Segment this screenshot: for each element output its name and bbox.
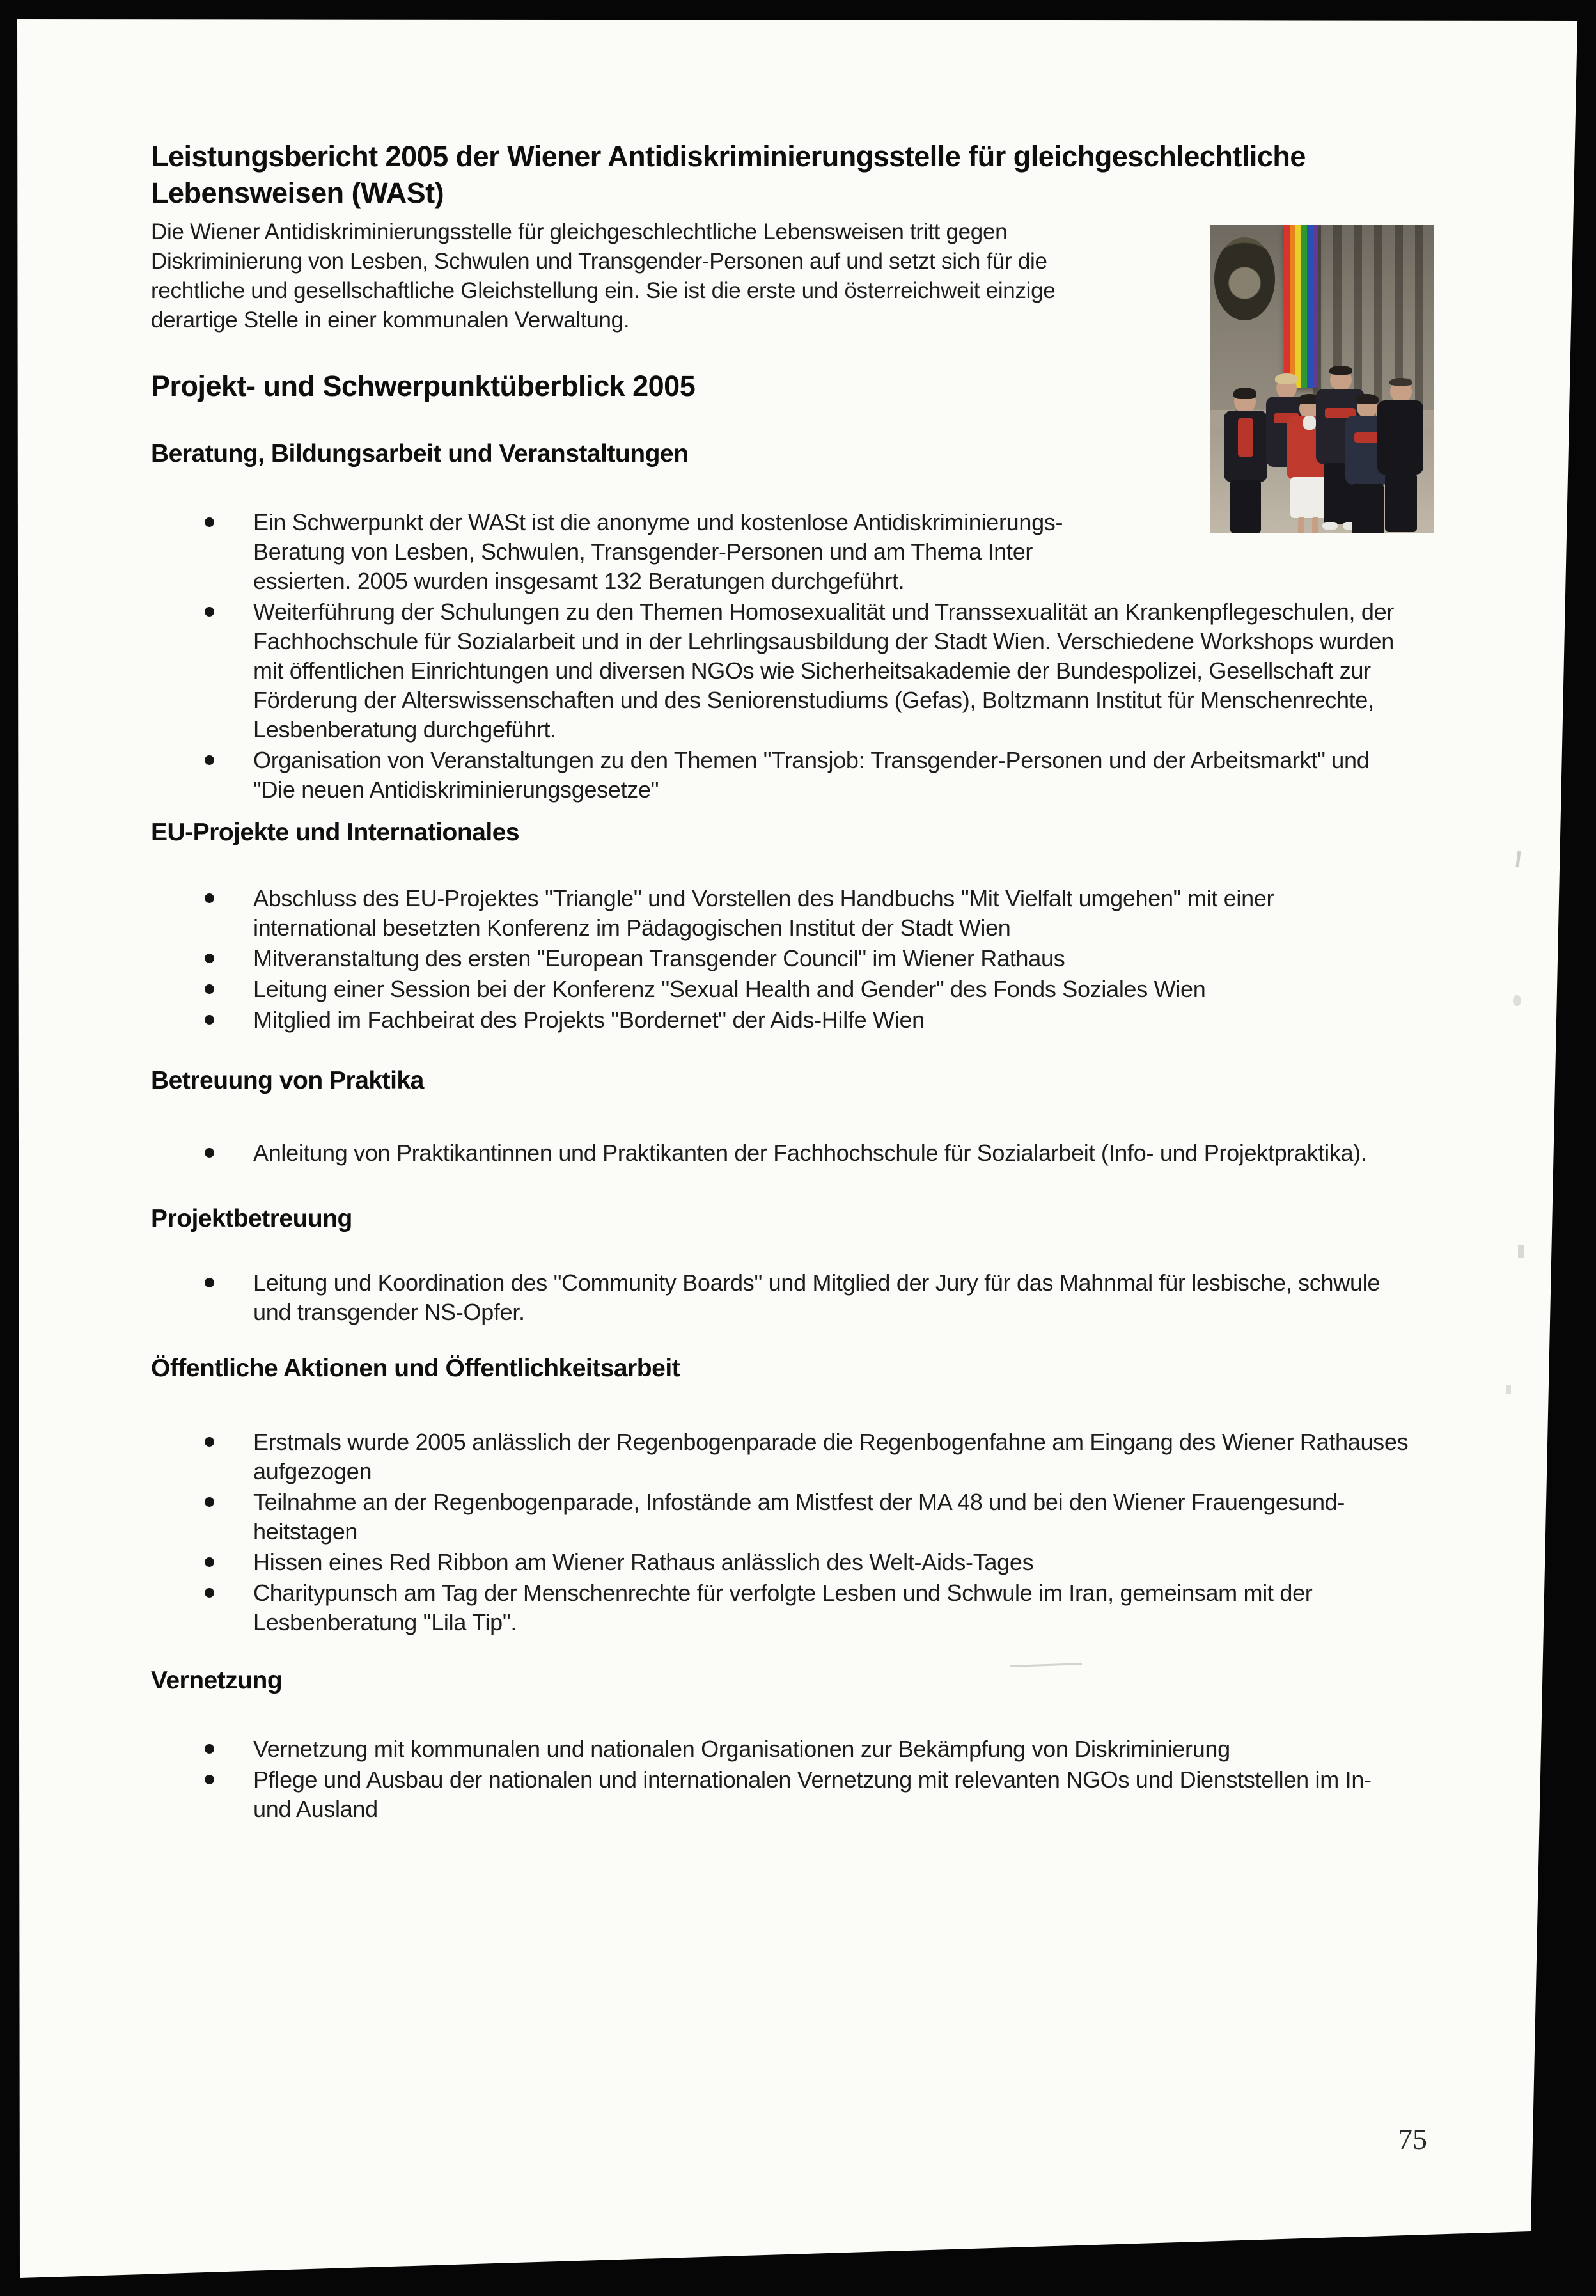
bullet-line: Weiterführung der Schulungen zu den Themen Homosexualität und Transsexualität an Krankenpflegeschulen, der: [253, 599, 1395, 625]
bullet-item: [151, 1765, 1519, 1824]
bullet-list-eu-projekte: [151, 884, 1519, 1035]
section-praktika: [151, 1067, 1519, 1169]
section-projektbetreuung: [151, 1205, 1519, 1328]
bullet-item: [151, 1548, 1519, 1577]
bullet-list-oeffentlichkeit: [151, 1427, 1519, 1637]
document-title-line: Leistungsbericht 2005 der Wiener Antidiskriminierungsstelle für gleichgeschlechtliche: [151, 140, 1306, 173]
section-beratung: [151, 440, 1519, 806]
bullet-item: [151, 1268, 1519, 1327]
bullet-item: [151, 1734, 1519, 1764]
bullet-line: heitstagen: [253, 1518, 358, 1545]
bullet-item: [151, 884, 1519, 943]
bullet-item: [151, 597, 1519, 744]
scan-artifact: [1506, 1385, 1511, 1394]
bullet-line: Teilnahme an der Regenbogenparade, Infostände am Mistfest der MA 48 und bei den Wiener Frauengesund-: [253, 1489, 1345, 1515]
bullet-line: Förderung der Alterswissenschaften und des Seniorenstudiums (Gefas), Boltzmann Institut für Menschenrechte,: [253, 687, 1374, 713]
section-heading-projektbetreuung: Projektbetreuung: [151, 1205, 352, 1232]
bullet-list-praktika: [151, 1138, 1519, 1168]
bullet-item: [151, 508, 1519, 596]
bullet-line: mit öffentlichen Einrichtungen und diversen NGOs wie Sicherheitsakademie der Bundespolizei, Gesellschaft zur: [253, 657, 1371, 684]
bullet-line: Leitung einer Session bei der Konferenz "Sexual Health and Gender" des Fonds Soziales Wien: [253, 976, 1206, 1002]
section-eu-projekte: [151, 819, 1519, 1036]
bullet-line: Lesbenberatung durchgeführt.: [253, 716, 556, 743]
bullet-line: Erstmals wurde 2005 anlässlich der Regenbogenparade die Regenbogenfahne am Eingang des Wiener Rathauses: [253, 1429, 1409, 1455]
bullet-line: essierten. 2005 wurden insgesamt 132 Beratungen durchgeführt.: [253, 568, 905, 594]
document-title-line: Lebensweisen (WASt): [151, 177, 444, 210]
bullet-item: [151, 746, 1519, 805]
bullet-line: "Die neuen Antidiskriminierungsgesetze": [253, 776, 659, 803]
bullet-item: [151, 1005, 1519, 1035]
bullet-line: Fachhochschule für Sozialarbeit und in der Lehrlingsausbildung der Stadt Wien. Verschiedene Workshops wurden: [253, 628, 1395, 654]
section-oeffentlichkeit: [151, 1355, 1519, 1639]
bullet-list-projektbetreuung: [151, 1268, 1519, 1327]
bullet-item: [151, 944, 1519, 973]
intro-paragraph: [151, 217, 1055, 335]
section-heading-overview: Projekt- und Schwerpunktüberblick 2005: [151, 370, 696, 402]
bullet-item: [151, 1488, 1519, 1546]
section-heading-vernetzung: Vernetzung: [151, 1667, 283, 1694]
bullet-line: Hissen eines Red Ribbon am Wiener Rathaus anlässlich des Welt-Aids-Tages: [253, 1549, 1034, 1575]
section-overview: [151, 370, 1519, 403]
bullet-line: Beratung von Lesben, Schwulen, Transgender-Personen und am Thema Inter: [253, 539, 1033, 565]
bullet-line: Charitypunsch am Tag der Menschenrechte für verfolgte Lesben und Schwule im Iran, gemeinsam mit der: [253, 1580, 1313, 1606]
section-heading-praktika: Betreuung von Praktika: [151, 1067, 424, 1094]
bullet-line: Pflege und Ausbau der nationalen und internationalen Vernetzung mit relevanten NGOs und Dienststellen im In-: [253, 1766, 1372, 1793]
document-title: [151, 138, 1306, 211]
bullet-line: Lesbenberatung "Lila Tip".: [253, 1609, 517, 1635]
bullet-item: [151, 1138, 1519, 1168]
intro-line: Die Wiener Antidiskriminierungsstelle für gleichgeschlechtliche Lebensweisen tritt gegen: [151, 219, 1008, 244]
section-heading-oeffentlichkeit: Öffentliche Aktionen und Öffentlichkeitsarbeit: [151, 1355, 680, 1382]
bullet-line: Abschluss des EU-Projektes "Triangle" und Vorstellen des Handbuchs "Mit Vielfalt umgehen" mit einer: [253, 885, 1274, 911]
bullet-line: Organisation von Veranstaltungen zu den Themen "Transjob: Transgender-Personen und der Arbeitsmarkt" und: [253, 747, 1370, 773]
bullet-line: und Ausland: [253, 1796, 378, 1822]
bullet-line: Mitveranstaltung des ersten "European Transgender Council" im Wiener Rathaus: [253, 945, 1065, 971]
section-heading-eu-projekte: EU-Projekte und Internationales: [151, 819, 520, 846]
bullet-list-beratung: [151, 508, 1519, 805]
photo-building-arch: [1214, 237, 1275, 320]
intro-line: rechtliche und gesellschaftliche Gleichstellung ein. Sie ist die erste und österreichweit einzige: [151, 278, 1056, 303]
intro-line: Diskriminierung von Lesben, Schwulen und Transgender-Personen auf und setzt sich für die: [151, 249, 1047, 274]
bullet-line: Anleitung von Praktikantinnen und Praktikanten der Fachhochschule für Sozialarbeit (Info- und Projektpraktika).: [253, 1140, 1367, 1166]
bullet-list-vernetzung: [151, 1734, 1519, 1824]
section-heading-beratung: Beratung, Bildungsarbeit und Veranstaltungen: [151, 440, 689, 468]
page-number: 75: [1398, 2123, 1427, 2155]
scan-artifact: [1518, 1245, 1524, 1258]
bullet-line: Vernetzung mit kommunalen und nationalen Organisationen zur Bekämpfung von Diskriminierung: [253, 1736, 1230, 1762]
bullet-line: aufgezogen: [253, 1458, 372, 1484]
rainbow-flag: [1284, 225, 1318, 388]
bullet-line: Mitglied im Fachbeirat des Projekts "Bordernet" der Aids-Hilfe Wien: [253, 1007, 925, 1033]
section-vernetzung: [151, 1667, 1519, 1825]
intro-line: derartige Stelle in einer kommunalen Verwaltung.: [151, 308, 630, 333]
bullet-line: und transgender NS-Opfer.: [253, 1299, 525, 1325]
bullet-line: Leitung und Koordination des "Community Boards" und Mitglied der Jury für das Mahnmal für lesbische, schwule: [253, 1270, 1381, 1296]
bullet-item: [151, 975, 1519, 1004]
bullet-line: international besetzten Konferenz im Pädagogischen Institut der Stadt Wien: [253, 915, 1011, 941]
bullet-item: [151, 1427, 1519, 1486]
scan-artifact: [1513, 995, 1521, 1006]
bullet-line: Ein Schwerpunkt der WASt ist die anonyme und kostenlose Antidiskriminierungs-: [253, 509, 1063, 535]
bullet-item: [151, 1578, 1519, 1637]
